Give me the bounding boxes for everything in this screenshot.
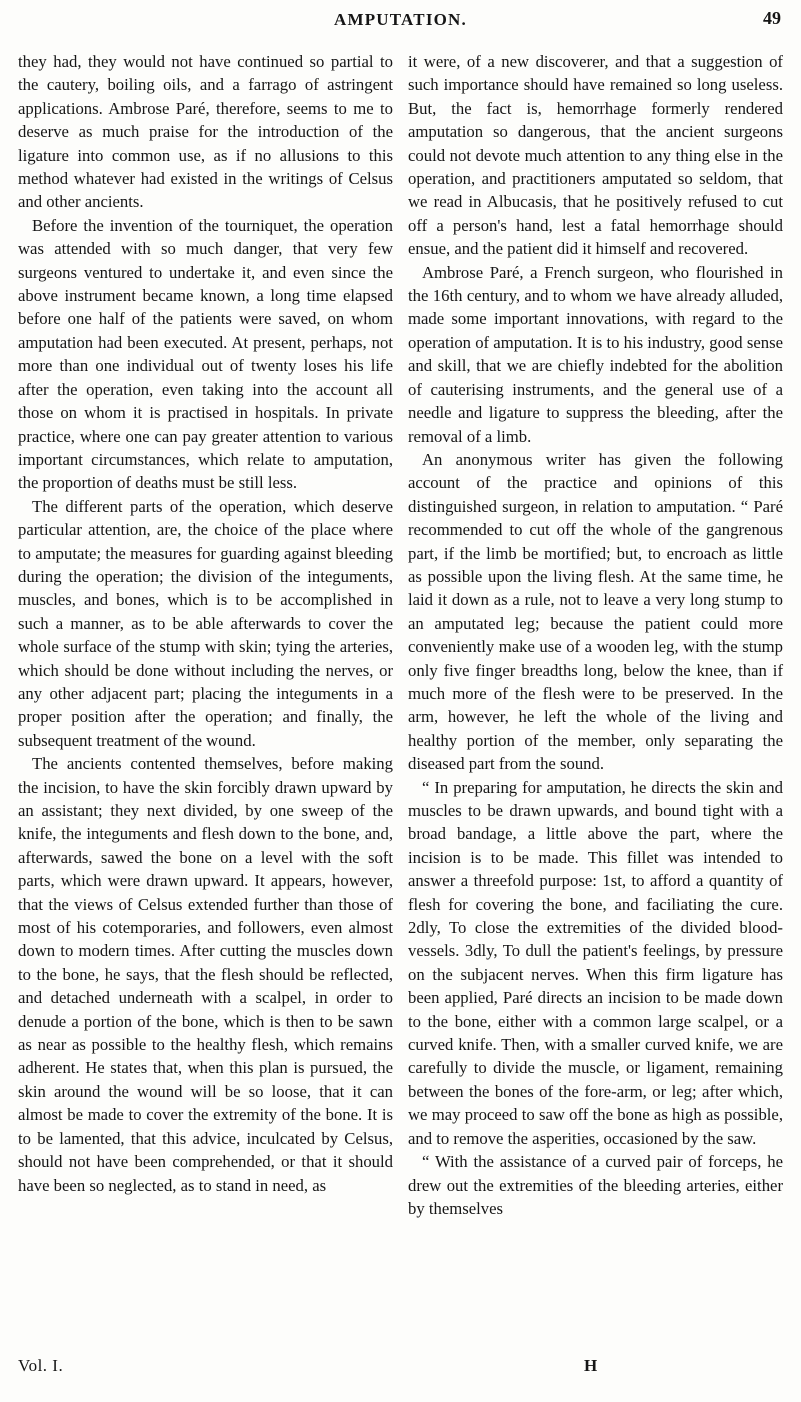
paragraph: it were, of a new discoverer, and that a suggestion of such importance should have remained so long useless. But, the fact is, hemorrhage formerly rendered amputation so dangerous, that the ancient surgeons could not devote much attention to any thing else in the operation, and practitioners amputated so seldom, that we read in Albucasis, that he positively refused to cut off a person's hand, lest a fatal hemorrhage should ensue, and the patient did it himself and recovered.: [408, 52, 783, 259]
paragraph: they had, they would not have continued so partial to the cautery, boiling oils, and a farrago of astringent applications. Ambrose Paré, therefore, seems to me to deserve as much praise for the introduction of the ligature into common use, as if no allusions to this method whatever had existed in the writings of Celsus and other ancients.: [18, 52, 393, 212]
paragraph: The ancients contented themselves, before making the incision, to have the skin forcibly drawn upward by an assistant; they next divided, by one sweep of the knife, the integuments and flesh down to the bone, and, afterwards, sawed the bone on a level with the soft parts, which were drawn upward. It appears, however, that the views of Celsus extended further than those of most of his cotemporaries, and followers, even almost down to modern times. After cutting the muscles down to the bone, he says, that the flesh should be reflected, and detached underneath with a scalpel, in order to denude a portion of the bone, which is then to be sawn as near as possible to the healthy flesh, which remains adherent. He states that, when this plan is pursued, the skin around the wound will be so loose, that it can almost be made to cover the extremity of the bone. It is to be lamented, that this advice, inculcated by Celsus, should not have been comprehended, or that it should have been so neglected, as to stand in need, as: [18, 754, 393, 1195]
paragraph: Before the invention of the tourniquet, the operation was attended with so much danger, that very few surgeons ventured to undertake it, and even since the above instrument became known, a long time elapsed before one half of the patients were saved, on whom amputation had been executed. At present, perhaps, not more than one individual out of twenty loses his life after the operation, even taking into the account all those on whom it is practised in hospitals. In private practice, where one can pay greater attention to various important circumstances, which relate to amputation, the proportion of deaths must be still less.: [18, 215, 393, 493]
sheet-signature: H: [584, 1356, 598, 1375]
left-column: [18, 50, 393, 1197]
page-number: 49: [763, 8, 781, 28]
paragraph: An anonymous writer has given the following account of the practice and opinions of this distinguished surgeon, in relation to amputation. “ Paré recommended to cut off the whole of the gangrenous part, if the limb be mortified; but, to encroach as little as possible upon the living flesh. At the same time, he laid it down as a rule, not to leave a very long stump to an amputated leg; because the patient could more conveniently make use of a wooden leg, with the stump only five finger breadths long, below the knee, than if much more of the flesh were to be preserved. In the arm, however, he left the whole of the living and healthy portion of the member, only separating the diseased part from the sound.: [408, 449, 783, 774]
running-title: AMPUTATION.: [334, 10, 467, 29]
right-column: [408, 50, 783, 1220]
paragraph: The different parts of the operation, which deserve particular attention, are, the choice of the place where to amputate; the measures for guarding against bleeding during the operation; the division of the integuments, muscles, and bones, which is to be accomplished in such a manner, as to be able afterwards to cover the whole surface of the stump with skin; tying the arteries, which should be done without including the nerves, or any other adjacent part; placing the integuments in a proper position after the operation; and finally, the subsequent treatment of the wound.: [18, 496, 393, 750]
paragraph: “ With the assistance of a curved pair of forceps, he drew out the extremities of the bleeding arteries, either by themselves: [408, 1152, 783, 1218]
volume-signature: Vol. I.: [18, 1356, 64, 1375]
paragraph: Ambrose Paré, a French surgeon, who flourished in the 16th century, and to whom we have already alluded, made some important innovations, with regard to the operation of amputation. It is to his industry, good sense and skill, that we are chiefly indebted for the abolition of cauterising instruments, and the general use of a needle and ligature to suppress the bleeding, after the removal of a limb.: [408, 262, 783, 446]
paragraph: “ In preparing for amputation, he directs the skin and muscles to be drawn upwards, and bound tight with a broad bandage, a little above the part, where the incision is to be made. This fillet was intended to answer a threefold purpose: 1st, to afford a quantity of flesh for covering the bone, and faciliating the cure. 2dly, To close the extremities of the divided blood-vessels. 3dly, To dull the patient's feelings, by pressure on the subjacent nerves. When this firm ligature has been applied, Paré directs an incision to be made down to the bone, either with a common large scalpel, or a curved knife. Then, with a smaller curved knife, we are carefully to divide the muscle, or ligament, remaining between the bones of the fore-arm, or leg; after which, we may proceed to saw off the bone as high as possible, and to remove the asperities, occasioned by the saw.: [408, 777, 783, 1148]
